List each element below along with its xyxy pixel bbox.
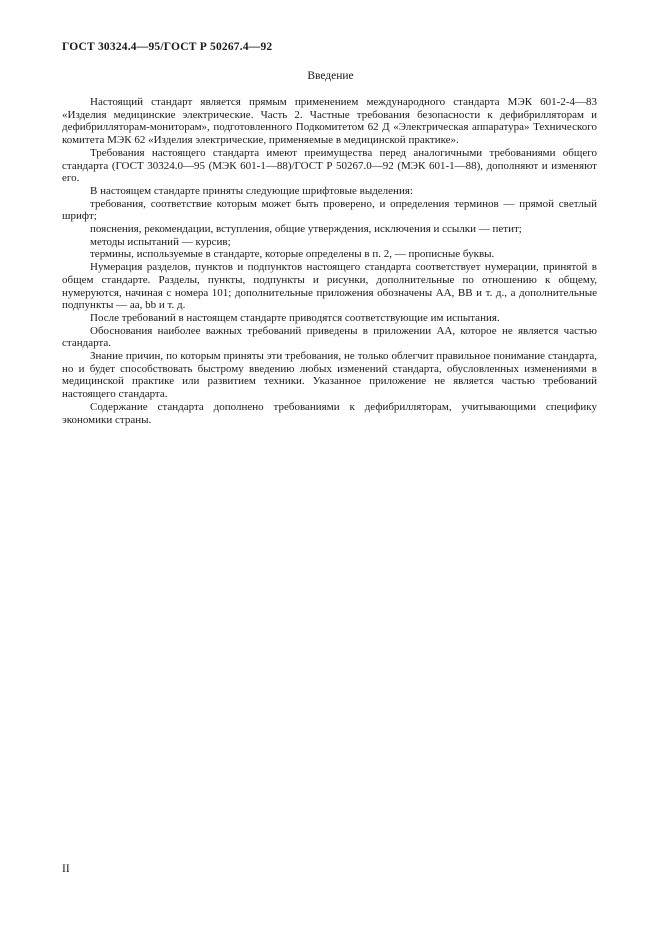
document-header: ГОСТ 30324.4—95/ГОСТ Р 50267.4—92 <box>62 41 273 53</box>
paragraph: В настоящем стандарте приняты следующие шрифтовые выделения: <box>90 184 413 197</box>
paragraph: Знание причин, по которым приняты эти требования, не только облегчит правильное понимание стандарта, но и будет способствовать быстрому введению любых изменений стандарта, обусловленных изменениями в медицинской практике или развитием техники. Указанное приложение не является частью требований настоящего стандарта. <box>62 350 597 401</box>
paragraph: термины, используемые в стандарте, которые определены в п. 2, — прописные буквы. <box>90 248 495 261</box>
paragraph: методы испытаний — курсив; <box>90 235 231 248</box>
paragraph: Нумерация разделов, пунктов и подпунктов настоящего стандарта соответствует нумерации, принятой в общем стандарте. Разделы, пункты, подпункты и рисунки, дополнительные по отношению к общему, нумеруются, начиная с номера 101; дополнительные приложения обозначены АА, ВВ и т. д., а дополнительные подпункты — аа, bb и т. д. <box>62 261 597 312</box>
paragraph: Настоящий стандарт является прямым применением международного стандарта МЭК 601-2-4—83 «Изделия медицинские электрические. Часть 2. Частные требования безопасности к дефибрилляторам и дефибрилляторам-мониторам», подготовленного Подкомитетом 62 Д «Электрическая аппаратура» Технического комитета МЭК 62 «Изделия электрические, применяемые в медицинской практике». <box>62 96 597 147</box>
paragraph: Обоснования наиболее важных требований приведены в приложении АА, которое не является частью стандарта. <box>62 324 597 350</box>
paragraph: пояснения, рекомендации, вступления, общие утверждения, исключения и ссылки — петит; <box>90 223 522 236</box>
body-text <box>62 96 597 426</box>
section-title: Введение <box>307 70 354 82</box>
paragraph: требования, соответствие которым может быть проверено, и определения терминов — прямой светлый шрифт; <box>62 197 597 223</box>
paragraph: Требования настоящего стандарта имеют преимущества перед аналогичными требованиями общего стандарта (ГОСТ 30324.0—95 (МЭК 601-1—88)/ГОСТ Р 50267.0—92 (МЭК 601-1—88), дополняют и изменяют его. <box>62 146 597 185</box>
paragraph: Содержание стандарта дополнено требованиями к дефибрилляторам, учитывающими специфику экономики страны. <box>62 400 597 426</box>
paragraph: После требований в настоящем стандарте приводятся соответствующие им испытания. <box>90 311 500 324</box>
page-number: II <box>62 863 70 875</box>
